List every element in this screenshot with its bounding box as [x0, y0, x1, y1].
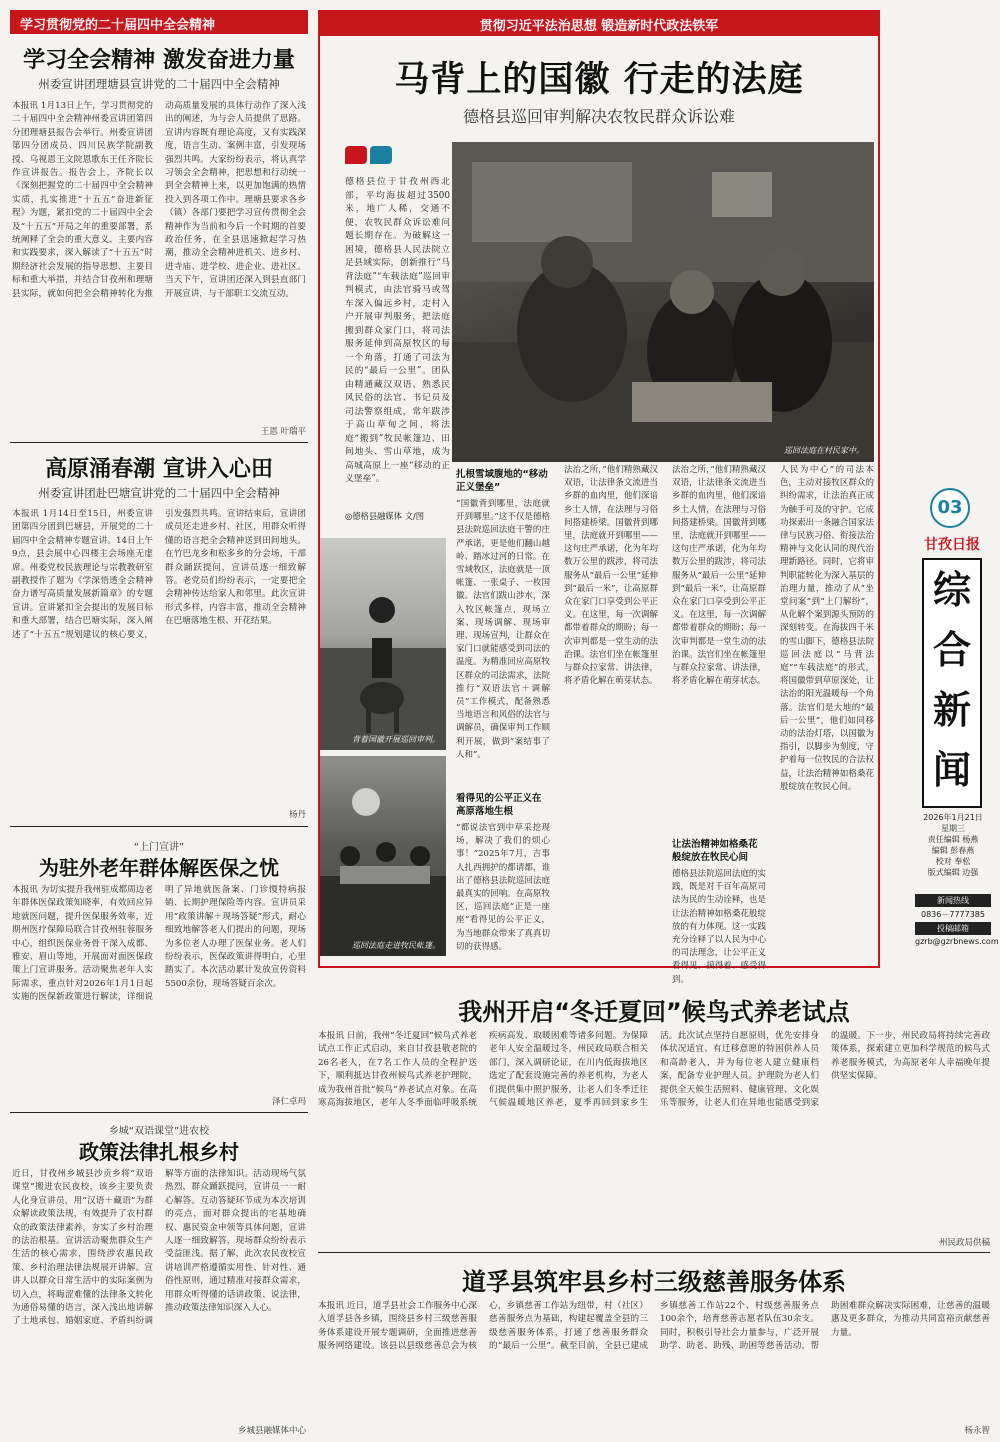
feature-column-1: [456, 464, 550, 954]
editor-line: 版式编辑 边强: [927, 868, 979, 877]
article-1-body: 本报讯 1月13日上午，学习贯彻党的二十届四中全会精神州委宣讲团第四分团理塘县报告会举行。州委宣讲团第四分团成员、四川民族学院副教授、乌视恩王文院恩歌东王任齐院长作宣讲报告。报告会上，齐院长以《深刻把握党的二十届四中全会精神实质，扎实推进“十五五”奋进新征程》为题，紧扣党的二十届四中全会及“十五五”开局之年的重要部署，系统阐释了全会的重大意义、主要内容和实践要求，深入解读了“十五五”时期经济社会发展的指导思想、主要目标和重大举措，并结合甘孜州和理塘县实际，就如何把全会精神转化为推动高质量发展的具体行动作了深入浅出的阐述，为与会人员提供了思路。宣讲内容既有理论高度，又有实践深度，语言生动、案例丰富，引发现场强烈共鸣。大家纷纷表示，将认真学习领会全会精神，把思想和行动统一到全会精神上来，以更加饱满的热情投入到各项工作中。理塘县要求各乡（镇）各部门要把学习宣传贯彻全会精神作为当前和今后一个时期的首要政治任务，在全县迅速掀起学习热潮，推动全会精神进机关、进乡村、进寺庙、进学校、进企业、进社区。当天下午，宣讲团还深入到县直部门开展宣讲，与干部职工交流互动。: [12, 101, 306, 299]
issue-date: 2026年1月21日: [923, 813, 983, 822]
bottom-article-1-signature: 州民政局供稿: [938, 1238, 990, 1248]
feature-section-heading: 让法治精神如格桑花般绽放在牧民心间: [672, 839, 758, 863]
article-4-signature: 乡城县融媒体中心: [237, 1426, 306, 1436]
editor-line: 责任编辑 杨燕: [927, 835, 979, 844]
feature-section-heading: 看得见的公平正义在高原落地生根: [456, 793, 542, 817]
contact-info: [915, 892, 999, 946]
feature-subtitle: 德格县巡回审判解决农牧民群众诉讼难: [462, 107, 735, 126]
section-name-box: [922, 558, 982, 808]
photo-scene-illustration: [320, 756, 446, 956]
article-4-kicker: 乡城“双语课堂”进农校: [108, 1126, 210, 1137]
feature-section-text: “国徽背到哪里，法庭就开到哪里。”这不仅是德格县法院巡回法庭干警的庄严承诺，更是他们翻山越岭、踏冰过河的日常。在雪域牧区，法庭就是一顶帐篷、一张桌子、一枚国徽。法官们跋山涉水，深入牧区帐篷点，现场立案、现场调解、现场审理、现场宣判，让群众在家门口就能感受到司法的温度。为精准回应高原牧区群众的司法需求，法院推行“双语法官＋调解员”工作模式，配备熟悉当地语言和风俗的法官与调解员，确保审判工作顺利开展，做到“案结事了人和”。: [456, 499, 550, 760]
bottom-article-1-body: 本报讯 日前，我州“冬迁夏回”候鸟式养老试点工作正式启动，来自甘孜县敬老院的26名老人，在7名工作人员的全程护送下，顺利抵达甘孜州候鸟式养老护理院，成为我州首批“候鸟”养老试点对象。在高寒高海拔地区，老年人冬季面临呼吸系统疾病高发、取暖困难等诸多问题。为保障老年人安全温暖过冬，州民政局联合相关部门，深入调研论证，在川内低海拔地区选定了配套设施完善的养老机构，为老人们提供集中照护服务，让老人们冬季迁往气候温暖地区养老，夏季再回到家乡生活。此次试点坚持自愿原则，优先安排身体状况适宜、有迁移意愿的特困供养人员和高龄老人，并为每位老人建立健康档案，配备专业护理人员。护理院为老人们提供全天候生活照料、健康管理、文化娱乐等服务，让老人们在异地也能感受到家的温暖。下一步，州民政局将持续完善政策体系，探索建立更加科学规范的候鸟式养老服务模式，为高原老年人幸福晚年提供坚实保障。: [318, 1031, 990, 1109]
article-1-signature: 王恩 叶瑞平: [260, 427, 306, 437]
feature-section-text: “都说法官到中草采挖现场，解决了我们的烦心事！”2025年7月，吉事人扎西拥护的都请都，谁出了德格县法院巡回法庭最真实的回响。在高原牧区，巡回法庭“正是一座座”看得见的公平正义，为当地群众带来了真真切切的获得感。: [456, 823, 550, 952]
photo-3-caption: 巡回法庭走进牧民帐篷。: [352, 941, 440, 950]
section-char: 新: [932, 687, 971, 732]
bottom-article-1-title: 我州开启“冬迁夏回”候鸟式养老试点: [458, 998, 850, 1026]
speech-bubble-icon: [345, 146, 395, 168]
feature-section-text: 法治之所，”他们精熟藏汉双语，让法律条文流进当乡群的血肉里，他们深谙乡土人情，在法理与习俗间搭建桥梁。国徽背到哪里，法庭就开到哪里——这句庄严承诺，化为年均数万公里的跋涉，将司法服务从“最后一公里”延伸到“最后一米”，让高原群众在家门口享受到公平正义。在这里，每一次调解都带着群众的期盼；每一次审判都是一堂生动的法治课。法官们坐在帐篷里与群众拉家常、讲法律，将矛盾化解在萌芽状态。: [672, 465, 766, 687]
bottom-article-2-body: 本报讯 近日，道孚县社会工作服务中心深入道孚县各乡镇，围绕县乡村三级慈善服务体系建设开展专题调研，全面推进慈善服务网络建设。该县以县级慈善总会为核心，乡镇慈善工作站为纽带，村（社区）慈善服务点为基础，构建起覆盖全县的三级慈善服务体系，打通了慈善服务群众的“最后一公里”。截至目前，全县已建成乡镇慈善工作站22个、村级慈善服务点100余个，培育慈善志愿者队伍30余支。同时，积极引导社会力量参与，广泛开展助学、助老、助残、助困等慈善活动，帮助困难群众解决实际困难，让慈善的温暖惠及更多群众，为推动共同富裕贡献慈善力量。: [318, 1301, 990, 1352]
issue-meta: [908, 812, 998, 878]
divider: [10, 1112, 308, 1113]
article-2-body: 本报讯 1月14日至15日，州委宣讲团第四分团到巴塘县，开展党的二十届四中全会精神专题宣讲。14日上午9点，县会展中心四楼主会场座无虚席。州委党校民族理论与宗教教研室副教授作了题为《学深悟透全会精神 奋力谱写高质量发展新篇章》的专题宣讲。宣讲紧扣全会提出的发展目标和重大部署，结合巴塘实际，深入阐述了“十五五”规划建议的核心要义，引发强烈共鸣。宣讲结束后，宣讲团成员还走进乡村、社区，用群众听得懂的语言把全会精神送到田间地头。在竹巴龙乡和松多乡的分会场，干部群众踊跃提问，宣讲员逐一细致解答。老党员们纷纷表示，一定要把全会精神传达给家人和邻里。此次宣讲形式多样，内容丰富，推动全会精神在巴塘落地生根、开花结果。: [12, 509, 306, 640]
hotline-number: 0836－7777385: [921, 910, 985, 919]
left-section-banner: 学习贯彻党的二十届四中全会精神: [10, 10, 308, 34]
article-4-title: 政策法律扎根乡村: [79, 1140, 239, 1164]
photo-scene-illustration: [320, 538, 446, 750]
article-2-title: 高原涌春潮 宣讲入心田: [45, 457, 273, 482]
issue-weekday: 星期三: [941, 824, 965, 833]
feature-title: 马背上的国徽 行走的法庭: [394, 60, 804, 100]
article-2-subtitle: 州委宣讲团赴巴塘宣讲党的二十届四中全会精神: [38, 486, 280, 500]
feature-column-2: [564, 464, 658, 954]
feature-section-text: 德格县法院巡回法庭的实践，既是对千百年高原司法为民的生动诠释，也是让法治精神如格桑花般绽放的有力体现。这一实践充分诠释了以人民为中心的司法理念，让公平正义看得见、摸得着、感受得到。: [672, 869, 766, 985]
email-address: gzrb@gzrbnews.com: [915, 937, 999, 946]
newspaper-logo: 甘孜日报: [924, 537, 980, 553]
photo-2-caption: 背着国徽开展巡回审判。: [352, 735, 440, 744]
section-char: 合: [932, 627, 971, 672]
section-char: 综: [932, 567, 971, 612]
feature-column-3: [672, 464, 766, 985]
article-3-title: 为驻外老年群体解医保之忧: [39, 856, 279, 880]
article-4-body: 近日，甘孜州乡城县沙贡乡将“双语课堂”搬进农民夜校，该乡主要负责人化身宣讲员，用“汉语＋藏语”为群众解读政策法规，有效提升了农村群众的政策法律素养，夯实了乡村治理的法治根基。宣讲活动聚焦群众生产生活的核心需求，围绕涉农惠民政策、乡村治理法律法规展开讲解。宣讲人以群众日常生活中的实际案例为切入点，将晦涩难懂的法律条文转化为通俗易懂的语言，深入浅出地讲解了土地承包、婚姻家庭、矛盾纠纷调解等方面的法律知识。活动现场气氛热烈，群众踊跃提问，宣讲员一一耐心解答。互动答疑环节成为本次培训的亮点，面对群众提出的宅基地确权、惠民资金申领等具体问题，宣讲人逐一细致解答，现场群众纷纷表示受益匪浅。据了解，此次农民夜校宣讲培训严格遵循实用性、针对性、通俗性原则，通过精准对接群众需求，用群众听得懂的话讲政策、说法律，推动政策法律知识深入人心。: [12, 1169, 306, 1327]
email-label: 投稿邮箱: [915, 922, 991, 935]
bottom-article-2-signature: 杨永智: [964, 1426, 990, 1436]
feature-body: [456, 464, 874, 985]
editor-line: 校对 奉松: [935, 857, 971, 866]
divider: [10, 442, 308, 443]
feature-banner: 贯彻习近平法治思想 锻造新时代政法铁军: [318, 10, 880, 36]
article-3-signature: 泽仁卓玛: [271, 1097, 306, 1107]
tent-court-photo: [320, 756, 446, 956]
feature-section-text: 人民为中心”的司法本色，主动对接牧区群众的纠纷需求，让法治真正成为触手可及的守护。它成功探索出一条融合国家法律与民族习俗、衔接法治精神与文化认同的现代治理新路径。同时，它将审判职能转化为深入基层的治理力量，推动了从“坐堂问案”到“上门解纷”，从化解个案到源头预防的深刻转变。在海拔四千米的雪山脚下，德格县法院巡回法庭以“马背法庭”“车载法庭”的形式，将国徽带到草原深处，让法治的阳光温暖每一个角落。法官们是大地的“最后一公里”，他们如同移动的法治灯塔，以国徽为指引，以脚步为刻度，守护着每一位牧民的合法权益，让法治精神如格桑花般绽放在牧民心间。: [780, 465, 874, 792]
feature-intro: 德格县位于甘孜州西北部，平均海拔超过3500米，地广人稀，交通不便，农牧民群众诉讼难问题长期存在。为破解这一困境，德格县人民法院立足县域实际，创新推行“马背法庭”“车载法庭”巡回审判模式，由法官骑马或驾车深入偏远乡村，走村入户开展审判服务，把法庭搬到群众家门口，将司法服务延伸到高原牧区的每一个角落，打通了司法为民的“最后一公里”。团队由精通藏汉双语、熟悉民风民俗的法官、书记员及司法警察组成，常年跋涉于高山草甸之间，将法庭“搬到”牧民帐篷边、田间地头、雪山草地，成为高城高原上一座“移动的正义堡垒”。: [345, 177, 450, 484]
feature-intro-signature: ◎德格县融媒体 文/图: [345, 511, 425, 521]
editor-line: 编辑 彭春燕: [931, 846, 975, 855]
article-3-body: 本报讯 为切实提升我州驻成都周边老年群体医保政策知晓率，有效回应异地就医问题，提升医保服务效率，近期州医疗保障局联合甘孜州驻蓉服务中心，组织医保业务骨干深入成都、雅安、眉山等地，开展面对面医保政策上门宣讲服务。活动聚焦老年人实际需求，重点针对2026年1月1日起实施的医保新政策进行解读，详细说明了异地就医备案、门诊慢特病报销、长期护理保险等内容。宣讲员采用“政策讲解＋现场答疑”形式，耐心细致地解答老人们提出的问题，现场为多位老人办理了医保业务。老人们纷纷表示，医保政策讲得明白，心里踏实了。本次活动累计发放宣传资料5500余份，现场答疑百余次。: [12, 885, 306, 1003]
feature-column-4: [780, 464, 874, 954]
divider: [318, 1252, 990, 1253]
hotline-label: 新闻热线: [915, 894, 991, 907]
article-2-signature: 杨丹: [288, 810, 306, 820]
feature-section-text: 法治之所，”他们精熟藏汉双语，让法律条文流进当乡群的血肉里，他们深谙乡土人情，在法理与习俗间搭建桥梁。国徽背到哪里，法庭就开到哪里——这句庄严承诺，化为年均数万公里的跋涉，将司法服务从“最后一公里”延伸到“最后一米”，让高原群众在家门口享受到公平正义。在这里，每一次调解都带着群众的期盼；每一次审判都是一堂生动的法治课。法官们坐在帐篷里与群众拉家常、讲法律，将矛盾化解在萌芽状态。: [564, 465, 658, 687]
court-in-home-photo: [452, 142, 874, 462]
photo-scene-illustration: [452, 142, 874, 462]
article-1-subtitle: 州委宣讲团理塘县宣讲党的二十届四中全会精神: [38, 77, 280, 91]
horseback-court-photo: [320, 538, 446, 750]
article-1-title: 学习全会精神 激发奋进力量: [23, 48, 295, 73]
bottom-article-2-title: 道孚县筑牢县乡村三级慈善服务体系: [462, 1268, 846, 1296]
feature-section-heading: 扎根雪域腹地的“移动正义堡垒”: [456, 469, 548, 493]
article-3-kicker: “上门宣讲”: [133, 842, 185, 853]
page-number-badge: 03: [930, 488, 970, 528]
divider: [10, 826, 308, 827]
photo-1-caption: 巡回法庭在村民家中。: [784, 446, 864, 455]
section-char: 闻: [932, 747, 971, 792]
